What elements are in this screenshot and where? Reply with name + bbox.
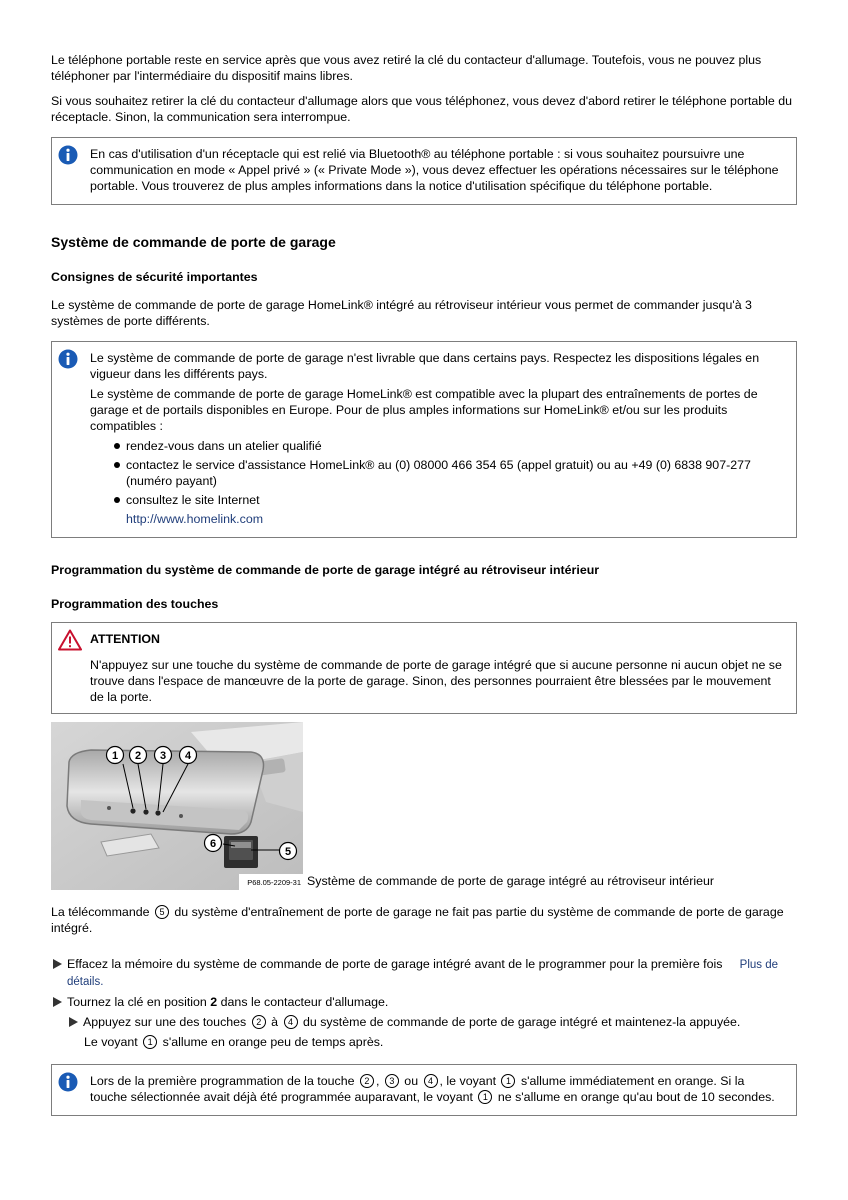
step-1-text: Effacez la mémoire du système de commande de porte de garage intégré avant de le programmer pour la première fois xyxy=(67,957,723,971)
intro-paragraph-1: Le téléphone portable reste en service après que vous avez retiré la clé du contacteur d'allumage. Toutefois, vous ne pouvez plus téléphoner par l'intermédiaire du dispositif mains libres. xyxy=(51,53,762,83)
step-2 xyxy=(51,994,797,1010)
info-icon xyxy=(58,349,78,369)
callout-ref-5: 5 xyxy=(155,905,169,919)
remote-text-b: du système d'entraînement de porte de garage ne fait pas partie du système de commande de porte de garage intégré. xyxy=(51,905,784,935)
info-programming-text xyxy=(90,1073,784,1105)
intro-paragraph-2: Si vous souhaitez retirer la clé du contacteur d'allumage alors que vous téléphonez, vous devez d'abord retirer le téléphone portable du réceptacle. Sinon, la communication sera interrompue. xyxy=(51,94,793,124)
step-2-text-b: dans le contacteur d'allumage. xyxy=(220,995,389,1009)
key-position: 2 xyxy=(210,995,218,1009)
callout-ref-4: 4 xyxy=(284,1015,298,1029)
callout-ref-1: 1 xyxy=(143,1035,157,1049)
info3-text-d: ne s'allume en orange qu'au bout de 10 secondes. xyxy=(497,1090,775,1104)
info3-text-a: Lors de la première programmation de la touche xyxy=(90,1074,355,1088)
list-item: consultez le site Internet xyxy=(126,492,784,508)
callout-1: 1 xyxy=(111,750,119,762)
list-item: rendez-vous dans un atelier qualifié xyxy=(126,438,784,454)
arrow-icon xyxy=(53,959,62,969)
warning-icon xyxy=(58,629,82,651)
arrow-icon xyxy=(53,997,62,1007)
figure-mirror xyxy=(51,722,797,890)
more-details-link[interactable]: Plus de détails. xyxy=(67,959,779,988)
mirror-illustration xyxy=(51,722,303,890)
info3-sep: , xyxy=(375,1074,380,1088)
homelink-link[interactable]: http://www.homelink.com xyxy=(126,512,264,526)
figure-code: P68.05-2209-31 xyxy=(247,878,301,887)
step-3-text-b: du système de commande de porte de garage intégré et maintenez-la appuyée. xyxy=(302,1015,741,1029)
callout-ref-1: 1 xyxy=(501,1074,515,1088)
safety-text: Le système de commande de porte de garage HomeLink® intégré au rétroviseur intérieur vous permet de commander jusqu'à 3 systèmes de porte différents. xyxy=(51,298,752,328)
warning-text: N'appuyez sur une touche du système de commande de porte de garage intégré que si aucune personne ni aucun objet ne se trouve dans l'espace de manœuvre de la porte de garage. Sinon, des personnes pourraient être blessées par le mouvement de la porte. xyxy=(90,658,782,704)
callout-4: 4 xyxy=(184,750,192,762)
info3-ou: ou xyxy=(404,1074,419,1088)
callout-ref-2: 2 xyxy=(360,1074,374,1088)
step-2-text-a: Tournez la clé en position xyxy=(67,995,207,1009)
step-3-result xyxy=(84,1034,797,1050)
safety-heading: Consignes de sécurité importantes xyxy=(51,270,258,284)
callout-ref-2: 2 xyxy=(252,1015,266,1029)
programming-heading: Programmation du système de commande de porte de garage intégré au rétroviseur intérieur xyxy=(51,563,600,577)
callout-5: 5 xyxy=(284,846,292,858)
arrow-icon xyxy=(69,1017,78,1027)
list-item: contactez le service d'assistance HomeLink® au (0) 08000 466 354 65 (appel gratuit) ou au +49 (0) 6838 907-277 (numéro payant) xyxy=(126,457,784,489)
programming-subheading: Programmation des touches xyxy=(51,597,219,611)
callout-ref-4: 4 xyxy=(424,1074,438,1088)
info-box-programming xyxy=(51,1064,797,1116)
callout-3: 3 xyxy=(159,750,167,762)
info-icon xyxy=(58,145,78,165)
info-text-2: Le système de commande de porte de garage HomeLink® est compatible avec la plupart des entraînements de portes de garage et de portails disponibles en Europe. Pour de plus amples informations sur HomeLink® et/ou sur les produits compatibles : xyxy=(90,387,758,433)
remote-paragraph xyxy=(51,904,797,936)
warning-box xyxy=(51,622,797,714)
callout-2: 2 xyxy=(134,750,142,762)
result-text-a: Le voyant xyxy=(84,1035,138,1049)
info3-text-b: , le voyant xyxy=(439,1074,497,1088)
figure-caption: Système de commande de porte de garage intégré au rétroviseur intérieur xyxy=(307,874,715,888)
step-3-text-mid: à xyxy=(271,1015,279,1029)
info-text-1: Le système de commande de porte de garage n'est livrable que dans certains pays. Respectez les dispositions légales en vigueur dans les différents pays. xyxy=(90,351,760,381)
manual-page xyxy=(51,52,797,1124)
remote-text-a: La télécommande xyxy=(51,905,150,919)
mirror-image xyxy=(51,722,303,890)
info-text: En cas d'utilisation d'un réceptacle qui est relié via Bluetooth® au téléphone portable : si vous souhaitez poursuivre une communication en mode « Appel privé » (« Private Mode »), vous devez effectuer les opérations nécessaires sur le téléphone portable. Vous trouverez de plus amples informations dans la notice d'utilisation spécifique du téléphone portable. xyxy=(90,147,779,193)
info-box-homelink xyxy=(51,341,797,538)
callout-ref-3: 3 xyxy=(385,1074,399,1088)
step-3-text-a: Appuyez sur une des touches xyxy=(83,1015,247,1029)
info3-text-c: s'allume immédiatement en orange. Si la touche sélectionnée avait déjà été programmée auparavant, le voyant xyxy=(90,1074,745,1104)
support-list xyxy=(90,438,784,508)
section-title: Système de commande de porte de garage xyxy=(51,234,336,250)
callout-6: 6 xyxy=(209,838,217,850)
warning-title: ATTENTION xyxy=(90,632,160,646)
info-icon xyxy=(58,1072,78,1092)
result-text-b: s'allume en orange peu de temps après. xyxy=(162,1035,384,1049)
step-1 xyxy=(51,956,797,990)
callout-ref-1: 1 xyxy=(478,1090,492,1104)
step-3 xyxy=(67,1014,797,1030)
info-box-bluetooth xyxy=(51,137,797,205)
